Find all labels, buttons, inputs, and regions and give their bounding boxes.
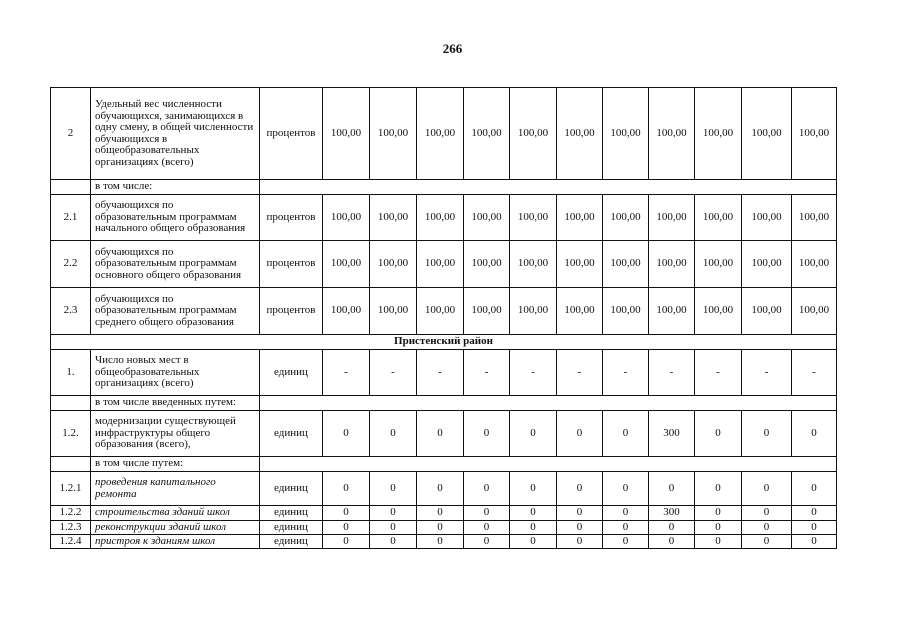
value-cell: 0 <box>603 506 649 521</box>
value-cell: 100,00 <box>792 195 837 241</box>
value-cell: 100,00 <box>557 195 603 241</box>
row-label: в том числе: <box>91 180 260 195</box>
row-number: 2.3 <box>51 288 91 335</box>
value-cell: 0 <box>792 506 837 521</box>
value-cell: 100,00 <box>510 195 557 241</box>
value-cell: 100,00 <box>557 241 603 288</box>
value-cell: 0 <box>792 535 837 549</box>
value-cell: 0 <box>742 521 792 535</box>
value-cell: 100,00 <box>417 241 464 288</box>
value-cell: 100,00 <box>603 195 649 241</box>
indicator-description: обучающихся по образовательным программам начального общего образования <box>91 195 260 241</box>
value-cell: 100,00 <box>695 195 742 241</box>
value-cell: 0 <box>557 472 603 506</box>
row-number: 2.2 <box>51 241 91 288</box>
table-row <box>51 288 837 335</box>
value-cell: 100,00 <box>370 288 417 335</box>
value-cell: 100,00 <box>464 288 510 335</box>
value-cell: 0 <box>603 411 649 457</box>
value-cell: 0 <box>649 521 695 535</box>
value-cell: 100,00 <box>417 288 464 335</box>
value-cell: 0 <box>417 535 464 549</box>
value-cell: 0 <box>603 535 649 549</box>
empty-cell <box>260 457 837 472</box>
indicator-description: реконструкции зданий школ <box>91 521 260 535</box>
value-cell: 100,00 <box>464 195 510 241</box>
table-row <box>51 521 837 535</box>
value-cell: 0 <box>695 535 742 549</box>
value-cell: 0 <box>370 535 417 549</box>
row-number-cell <box>51 396 91 411</box>
value-cell: 0 <box>370 506 417 521</box>
value-cell: 100,00 <box>557 88 603 180</box>
unit-cell: единиц <box>260 535 323 549</box>
value-cell: 100,00 <box>742 288 792 335</box>
table-row <box>51 457 837 472</box>
value-cell: - <box>417 350 464 396</box>
value-cell: - <box>649 350 695 396</box>
value-cell: 0 <box>742 411 792 457</box>
value-cell: 0 <box>464 521 510 535</box>
value-cell: 100,00 <box>323 288 370 335</box>
value-cell: 0 <box>510 506 557 521</box>
value-cell: 100,00 <box>370 241 417 288</box>
value-cell: - <box>742 350 792 396</box>
value-cell: 0 <box>417 506 464 521</box>
value-cell: 0 <box>742 535 792 549</box>
row-number: 1.2.1 <box>51 472 91 506</box>
data-table <box>50 87 837 549</box>
value-cell: 0 <box>603 521 649 535</box>
value-cell: 0 <box>417 521 464 535</box>
value-cell: 0 <box>464 535 510 549</box>
row-number: 1.2.4 <box>51 535 91 549</box>
value-cell: 0 <box>695 411 742 457</box>
value-cell: 100,00 <box>510 88 557 180</box>
table-row <box>51 335 837 350</box>
indicator-description: Удельный вес численности обучающихся, занимающихся в одну смену, в общей численности обучающихся в общеобразовательных организациях (всего) <box>91 88 260 180</box>
indicator-description: пристроя к зданиям школ <box>91 535 260 549</box>
value-cell: 0 <box>417 472 464 506</box>
value-cell: 0 <box>510 472 557 506</box>
value-cell: 0 <box>464 472 510 506</box>
value-cell: 0 <box>742 472 792 506</box>
indicator-description: обучающихся по образовательным программам среднего общего образования <box>91 288 260 335</box>
row-label: в том числе введенных путем: <box>91 396 260 411</box>
value-cell: - <box>510 350 557 396</box>
indicator-description: строительства зданий школ <box>91 506 260 521</box>
table-row <box>51 88 837 180</box>
value-cell: - <box>792 350 837 396</box>
value-cell: 300 <box>649 411 695 457</box>
page-number: 266 <box>442 41 463 56</box>
value-cell: 0 <box>323 535 370 549</box>
value-cell: 0 <box>370 521 417 535</box>
value-cell: 0 <box>370 472 417 506</box>
value-cell: 100,00 <box>603 241 649 288</box>
value-cell: 100,00 <box>323 88 370 180</box>
value-cell: 100,00 <box>370 88 417 180</box>
value-cell: 100,00 <box>649 195 695 241</box>
value-cell: 100,00 <box>742 241 792 288</box>
row-number: 1. <box>51 350 91 396</box>
row-number: 2 <box>51 88 91 180</box>
value-cell: 100,00 <box>792 88 837 180</box>
value-cell: 0 <box>417 411 464 457</box>
table-row <box>51 350 837 396</box>
value-cell: 100,00 <box>464 88 510 180</box>
value-cell: 0 <box>323 506 370 521</box>
unit-cell: единиц <box>260 350 323 396</box>
value-cell: 100,00 <box>417 195 464 241</box>
value-cell: - <box>370 350 417 396</box>
table-row <box>51 396 837 411</box>
row-number: 1.2. <box>51 411 91 457</box>
unit-cell: единиц <box>260 521 323 535</box>
value-cell: - <box>464 350 510 396</box>
value-cell: 0 <box>649 535 695 549</box>
value-cell: 0 <box>510 411 557 457</box>
value-cell: 100,00 <box>510 288 557 335</box>
value-cell: 0 <box>649 472 695 506</box>
value-cell: 0 <box>464 411 510 457</box>
table-row <box>51 506 837 521</box>
row-number-cell <box>51 457 91 472</box>
unit-cell: процентов <box>260 288 323 335</box>
row-number: 2.1 <box>51 195 91 241</box>
value-cell: 0 <box>557 535 603 549</box>
value-cell: 100,00 <box>557 288 603 335</box>
value-cell: 100,00 <box>417 88 464 180</box>
value-cell: 0 <box>510 535 557 549</box>
value-cell: 100,00 <box>792 288 837 335</box>
value-cell: 0 <box>557 521 603 535</box>
value-cell: 100,00 <box>792 241 837 288</box>
value-cell: 0 <box>695 521 742 535</box>
empty-cell <box>260 396 837 411</box>
value-cell: 100,00 <box>742 88 792 180</box>
table-row <box>51 411 837 457</box>
value-cell: - <box>323 350 370 396</box>
value-cell: 0 <box>323 521 370 535</box>
value-cell: 0 <box>742 506 792 521</box>
row-number: 1.2.2 <box>51 506 91 521</box>
section-heading: Пристенский район <box>51 335 837 350</box>
value-cell: 100,00 <box>370 195 417 241</box>
value-cell: 0 <box>792 411 837 457</box>
value-cell: 100,00 <box>742 195 792 241</box>
value-cell: 100,00 <box>603 288 649 335</box>
value-cell: 300 <box>649 506 695 521</box>
value-cell: 100,00 <box>695 241 742 288</box>
indicator-description: проведения капитального ремонта <box>91 472 260 506</box>
indicator-description: модернизации существующей инфраструктуры общего образования (всего), <box>91 411 260 457</box>
indicator-description: Число новых мест в общеобразовательных организациях (всего) <box>91 350 260 396</box>
table-row <box>51 535 837 549</box>
table-row <box>51 195 837 241</box>
value-cell: 100,00 <box>323 195 370 241</box>
value-cell: 100,00 <box>695 288 742 335</box>
value-cell: 0 <box>510 521 557 535</box>
value-cell: 100,00 <box>464 241 510 288</box>
value-cell: 100,00 <box>649 288 695 335</box>
unit-cell: процентов <box>260 195 323 241</box>
value-cell: 100,00 <box>695 88 742 180</box>
value-cell: 0 <box>323 411 370 457</box>
value-cell: 100,00 <box>603 88 649 180</box>
unit-cell: процентов <box>260 88 323 180</box>
unit-cell: процентов <box>260 241 323 288</box>
table-row <box>51 180 837 195</box>
value-cell: 0 <box>370 411 417 457</box>
value-cell: 100,00 <box>649 88 695 180</box>
value-cell: 0 <box>323 472 370 506</box>
row-number: 1.2.3 <box>51 521 91 535</box>
value-cell: - <box>557 350 603 396</box>
value-cell: 0 <box>603 472 649 506</box>
table-row <box>51 241 837 288</box>
unit-cell: единиц <box>260 506 323 521</box>
value-cell: - <box>603 350 649 396</box>
value-cell: - <box>695 350 742 396</box>
value-cell: 100,00 <box>323 241 370 288</box>
row-label: в том числе путем: <box>91 457 260 472</box>
unit-cell: единиц <box>260 411 323 457</box>
table-row <box>51 472 837 506</box>
value-cell: 0 <box>464 506 510 521</box>
value-cell: 0 <box>792 472 837 506</box>
value-cell: 100,00 <box>510 241 557 288</box>
indicator-description: обучающихся по образовательным программам основного общего образования <box>91 241 260 288</box>
value-cell: 0 <box>695 506 742 521</box>
value-cell: 100,00 <box>649 241 695 288</box>
empty-cell <box>260 180 837 195</box>
unit-cell: единиц <box>260 472 323 506</box>
value-cell: 0 <box>792 521 837 535</box>
row-number-cell <box>51 180 91 195</box>
value-cell: 0 <box>695 472 742 506</box>
value-cell: 0 <box>557 411 603 457</box>
value-cell: 0 <box>557 506 603 521</box>
